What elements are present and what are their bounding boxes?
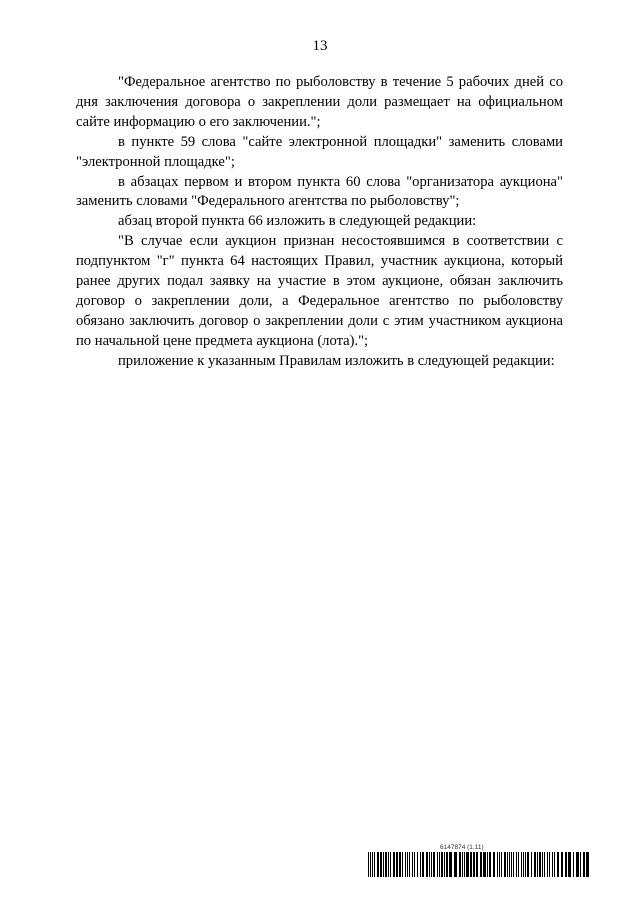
- barcode-image: [368, 852, 590, 877]
- paragraph-2: в пункте 59 слова "сайте электронной площадки" заменить словами "электронной площадке";: [76, 133, 563, 170]
- paragraph-6: приложение к указанным Правилам изложить в следующей редакции:: [118, 352, 555, 369]
- document-body: [76, 73, 563, 372]
- barcode-caption: 6147874 (1.11): [440, 844, 484, 851]
- paragraph-4: абзац второй пункта 66 изложить в следующей редакции:: [118, 213, 477, 230]
- page-number: 13: [312, 38, 328, 54]
- paragraph-1: "Федеральное агентство по рыболовству в течение 5 рабочих дней со дня заключения договора о закреплении доли размещает на официальном сайте информацию о его заключении.";: [76, 74, 563, 130]
- paragraph-5: "В случае если аукцион признан несостоявшимся в соответствии с подпунктом "г" пункта 64 настоящих Правил, участник аукциона, который ранее других подал заявку на участие в этом аукционе, обязан заключить договор о закреплении доли, а Федеральное агентство по рыболовству обязано заключить договор о закреплении доли с этим участником аукциона по начальной цене предмета аукциона (лота).";: [76, 233, 563, 349]
- paragraph-3: в абзацах первом и втором пункта 60 слова "организатора аукциона" заменить словами "Федерального агентства по рыболовству";: [76, 173, 563, 210]
